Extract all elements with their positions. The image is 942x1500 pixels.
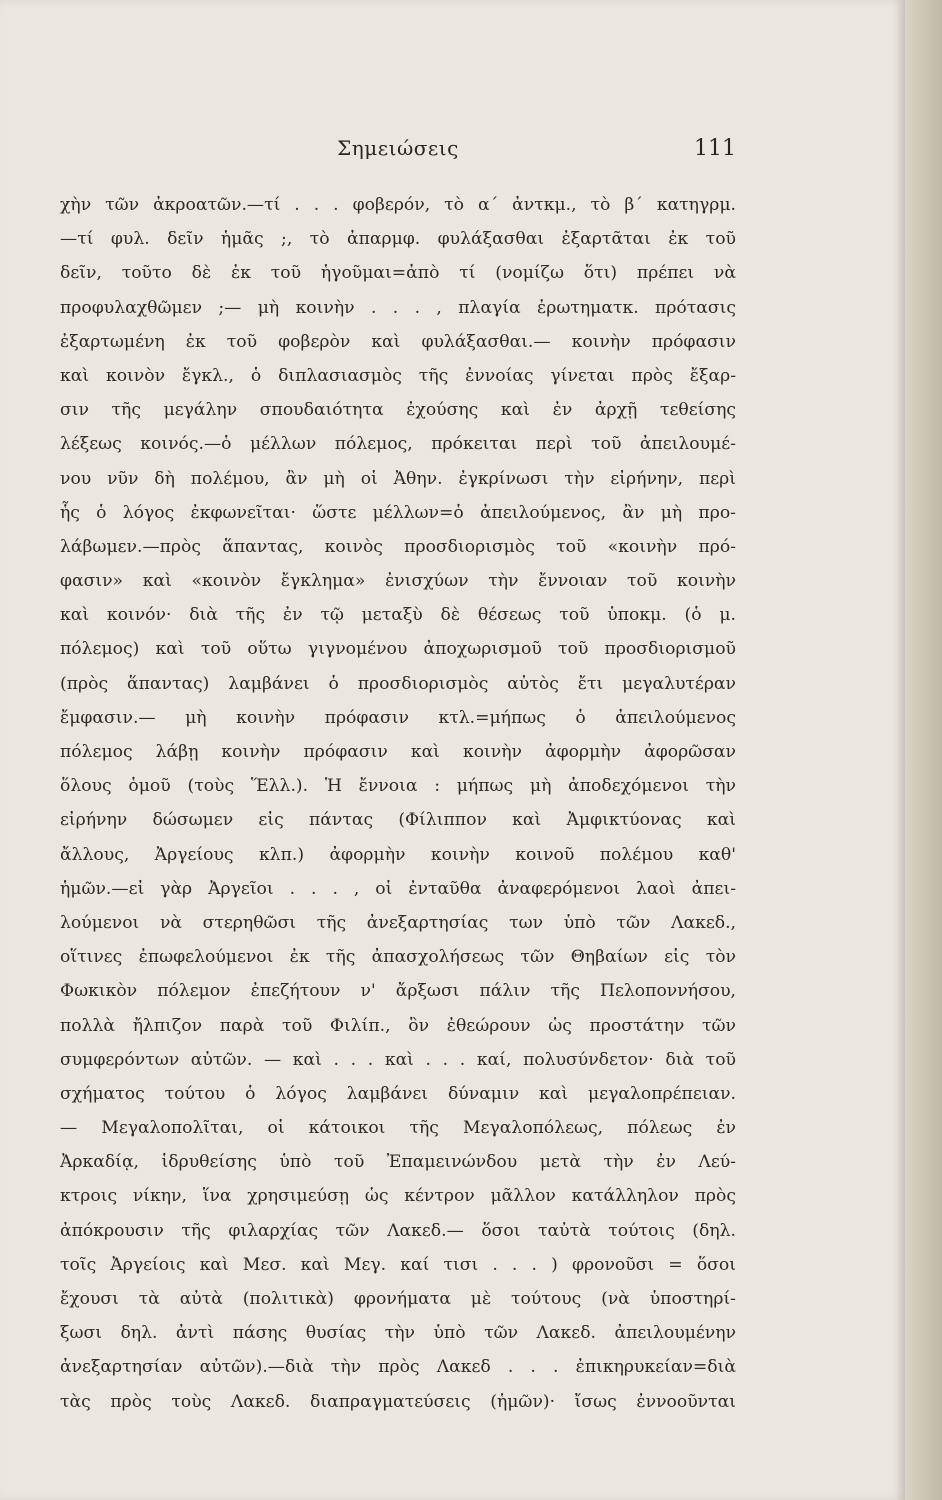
text-line: χὴν τῶν ἀκροατῶν.—τί . . . φοβερόν, τὸ α΄ ἀντκμ., τὸ β΄ κατηγρμ. (60, 195, 736, 215)
text-line: κτροις νίκην, ἵνα χρησιμεύσῃ ὡς κέντρον μᾶλλον κατάλληλον πρὸς (60, 1186, 736, 1207)
text-line: —τί φυλ. δεῖν ἡμᾶς ;, τὸ ἀπαρμφ. φυλάξασθαι ἐξαρτᾶται ἐκ τοῦ (60, 229, 736, 250)
text-line: πόλεμος λάβῃ κοινὴν πρόφασιν καὶ κοινὴν ἀφορμὴν ἀφορῶσαν (60, 742, 736, 762)
text-line: τοῖς Ἀργείοις καὶ Μεσ. καὶ Μεγ. καί τισι . . . ) φρονοῦσι = ὅσοι (60, 1254, 736, 1275)
text-line: ἔχουσι τὰ αὐτὰ (πολιτικὰ) φρονήματα μὲ τούτους (νὰ ὑποστηρί- (60, 1289, 736, 1309)
text-line: ἡμῶν.—εἰ γὰρ Ἀργεῖοι . . . , οἱ ἐνταῦθα ἀναφερόμενοι λαοὶ ἀπει- (60, 878, 736, 899)
text-line: Φωκικὸν πόλεμον ἐπεζήτουν ν' ἄρξωσι πάλιν τῆς Πελοποννήσου, (60, 981, 736, 1002)
text-line: — Μεγαλοπολῖται, οἱ κάτοικοι τῆς Μεγαλοπόλεως, πόλεως ἐν (60, 1118, 736, 1139)
page-number: 111 (694, 136, 736, 161)
text-line: λάβωμεν.—πρὸς ἅπαντας, κοινὸς προσδιορισμὸς τοῦ «κοινὴν πρό- (60, 536, 736, 557)
text-line: λέξεως κοινός.—ὁ μέλλων πόλεμος, πρόκειται περὶ τοῦ ἀπειλουμέ- (60, 434, 736, 455)
text-line: σιν τῆς μεγάλην σπουδαιότητα ἐχούσης καὶ ἐν ἀρχῇ τεθείσης (60, 400, 736, 421)
text-line: ἔμφασιν.— μὴ κοινὴν πρόφασιν κτλ.=μήπως ὁ ἀπειλούμενος (60, 707, 736, 728)
text-line: ἐξαρτωμένη ἐκ τοῦ φοβερὸν καὶ φυλάξασθαι.— κοινὴν πρόφασιν (60, 331, 736, 352)
text-line: ἄλλους, Ἀργείους κλπ.) ἀφορμὴν κοινὴν κοινοῦ πολέμου καθ' (60, 844, 736, 865)
text-line: ἀνεξαρτησίαν αὐτῶν).—διὰ τὴν πρὸς Λακεδ . . . ἐπικηρυκείαν=διὰ (60, 1357, 736, 1378)
text-line: ξωσι δηλ. ἀντὶ πάσης θυσίας τὴν ὑπὸ τῶν Λακεδ. ἀπειλουμένην (60, 1323, 736, 1344)
text-line: εἰρήνην δώσωμεν εἰς πάντας (Φίλιππον καὶ Ἀμφικτύονας καὶ (60, 810, 736, 831)
text-line: νου νῦν δὴ πολέμου, ἂν μὴ οἱ Ἀθην. ἐγκρίνωσι τὴν εἰρήνην, περὶ (60, 468, 736, 489)
text-line: πόλεμος) καὶ τοῦ οὕτω γιγνομένου ἀποχωρισμοῦ τοῦ προσδιορισμοῦ (60, 639, 736, 660)
text-line: Ἀρκαδίᾳ, ἱδρυθείσης ὑπὸ τοῦ Ἐπαμεινώνδου μετὰ τὴν ἐν Λεύ- (60, 1152, 736, 1173)
text-line: ἧς ὁ λόγος ἐκφωνεῖται· ὥστε μέλλων=ὁ ἀπειλούμενος, ἂν μὴ προ- (60, 502, 736, 523)
text-line: ὅλους ὁμοῦ (τοὺς Ἕλλ.). Ἡ ἔννοια : μήπως μὴ ἀποδεχόμενοι τὴν (60, 776, 736, 797)
text-line: ἀπόκρουσιν τῆς φιλαρχίας τῶν Λακεδ.— ὅσοι ταὐτὰ τούτοις (δηλ. (60, 1220, 736, 1241)
text-line: καὶ κοινὸν ἔγκλ., ὁ διπλασιασμὸς τῆς ἐννοίας γίνεται πρὸς ἔξαρ- (60, 365, 736, 386)
text-line: σχήματος τούτου ὁ λόγος λαμβάνει δύναμιν καὶ μεγαλοπρέπειαν. (60, 1083, 736, 1104)
text-line: (πρὸς ἅπαντας) λαμβάνει ὁ προσδιορισμὸς αὐτὸς ἔτι μεγαλυτέραν (60, 673, 736, 694)
text-line: τὰς πρὸς τοὺς Λακεδ. διαπραγματεύσεις (ἡμῶν)· ἴσως ἐννοοῦνται (60, 1391, 736, 1412)
text-line: πολλὰ ἤλπιζον παρὰ τοῦ Φιλίπ., ὃν ἐθεώρουν ὡς προστάτην τῶν (60, 1015, 736, 1036)
text-line: λούμενοι νὰ στερηθῶσι τῆς ἀνεξαρτησίας των ὑπὸ τῶν Λακεδ., (60, 912, 736, 933)
page-edge (905, 0, 942, 1500)
text-line: συμφερόντων αὐτῶν. — καὶ . . . καὶ . . . καί, πολυσύνδετον· διὰ τοῦ (60, 1049, 736, 1070)
notes-body (60, 188, 736, 1419)
text-line: φασιν» καὶ «κοινὸν ἔγκλημα» ἐνισχύων τὴν ἔννοιαν τοῦ κοινὴν (60, 571, 736, 592)
text-line: καὶ κοινόν· διὰ τῆς ἐν τῷ μεταξὺ δὲ θέσεως τοῦ ὑποκμ. (ὁ μ. (60, 605, 736, 626)
header-title: Σημειώσεις (337, 136, 459, 160)
running-header (60, 136, 736, 166)
text-line: προφυλαχθῶμεν ;— μὴ κοινὴν . . . , πλαγία ἐρωτηματκ. πρότασις (60, 297, 736, 318)
text-line: οἵτινες ἐπωφελούμενοι ἐκ τῆς ἀπασχολήσεως τῶν Θηβαίων εἰς τὸν (60, 947, 736, 968)
text-line: δεῖν, τοῦτο δὲ ἐκ τοῦ ἡγοῦμαι=ἀπὸ τί (νομίζω ὅτι) πρέπει νὰ (60, 263, 736, 284)
